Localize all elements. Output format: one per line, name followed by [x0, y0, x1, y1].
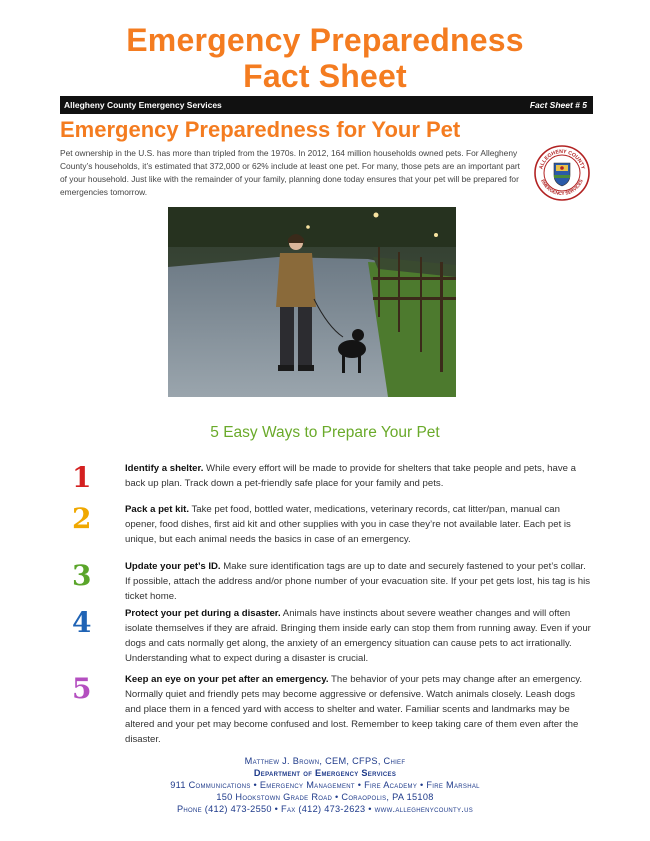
tip-text [125, 502, 593, 547]
footer-contact: Phone (412) 473-2550 • Fax (412) 473-2623 • www.alleghenycounty.us [176, 804, 474, 814]
fact-sheet-number: Fact Sheet # 5 [529, 100, 587, 110]
tip-text [125, 559, 593, 604]
footer-divisions: 911 Communications • Emergency Management • Fire Academy • Fire Marshal [170, 780, 480, 790]
tip-title: Protect your pet during a disaster. [125, 608, 281, 619]
tip-number: 3 [72, 559, 92, 592]
tip-body: Make sure identification tags are up to date and securely fastened to your pet’s collar. If possible, attach the address and/or phone number of your evacuation site. If your pet gets lost, his tag is his ticket home. [125, 561, 591, 602]
tip-title: Keep an eye on your pet after an emergency. [125, 674, 329, 685]
tip-text [125, 672, 593, 747]
footer-address: 150 Hookstown Grade Road • Coraopolis, PA 15108 [216, 792, 434, 802]
tip-title: Identify a shelter. [125, 463, 204, 474]
tip-number: 4 [72, 606, 92, 639]
tip-number: 5 [72, 672, 92, 705]
contact-footer [0, 755, 650, 815]
tip-title: Update your pet’s ID. [125, 561, 221, 572]
footer-chief: Matthew J. Brown, CEM, CFPS, Chief [244, 756, 406, 766]
tip-title: Pack a pet kit. [125, 504, 189, 515]
tip-body: Take pet food, bottled water, medications, veterinary records, cat litter/pan, manual can opener, food dishes, first aid kit and other supplies with you in case they’re not available later. Each pet is unique, but each animal needs the basics in case of an emergency. [125, 504, 571, 545]
tip-body: The behavior of your pets may change after an emergency. Normally quiet and friendly pets may become aggressive or defensive. Watch animals closely. Leash dogs and place them in a fenced yard with access to shelter and water. Familiar scents and landmarks may be altered and your pet may become confused and lost. Remember to keep taking care of them even after the disaster. [125, 674, 582, 745]
org-name: Allegheny County Emergency Services [64, 100, 222, 110]
page-title [0, 22, 650, 94]
county-seal-logo [534, 145, 590, 201]
tips-subheading: 5 Easy Ways to Prepare Your Pet [210, 424, 440, 441]
tip-body: Animals have instincts about severe weather changes and will often isolate themselves if they are afraid. Bringing them inside early can stop them from running away. Even if your dogs and cats normally get along, the anxiety of an emergency situation can cause pets to act irrationally. Understanding what to expect during a disaster is crucial. [125, 608, 591, 664]
section-heading: Emergency Preparedness for Your Pet [60, 117, 461, 142]
tip-number: 1 [72, 461, 92, 494]
man-walking-dog-photo [168, 207, 456, 397]
tip-text [125, 461, 593, 491]
footer-department: Department of Emergency Services [253, 768, 397, 778]
header-bar [60, 96, 593, 114]
svg-text:ALLEGHENY COUNTY: ALLEGHENY COUNTY [538, 148, 586, 171]
tip-number: 2 [72, 502, 92, 535]
intro-paragraph: Pet ownership in the U.S. has more than tripled from the 1970s. In 2012, 164 million households owned pets. For Allegheny County’s households, it’s estimated that 372,000 or 62% include at least one pet. For many, those pets are an important part of your household. Just like with the remainder of your family, planning done today ensures that your pet will be prepared for emergencies tomorrow. [60, 148, 520, 197]
tip-body: While every effort will be made to provide for shelters that take people and pets, have a back up plan. Track down a pet-friendly safe place for your family and pets. [125, 463, 576, 489]
svg-text:EMERGENCY SERVICES: EMERGENCY SERVICES [540, 178, 584, 197]
tip-text [125, 606, 593, 666]
page-title-line2: Fact Sheet [243, 58, 407, 94]
page-title-line1: Emergency Preparedness [126, 22, 524, 58]
